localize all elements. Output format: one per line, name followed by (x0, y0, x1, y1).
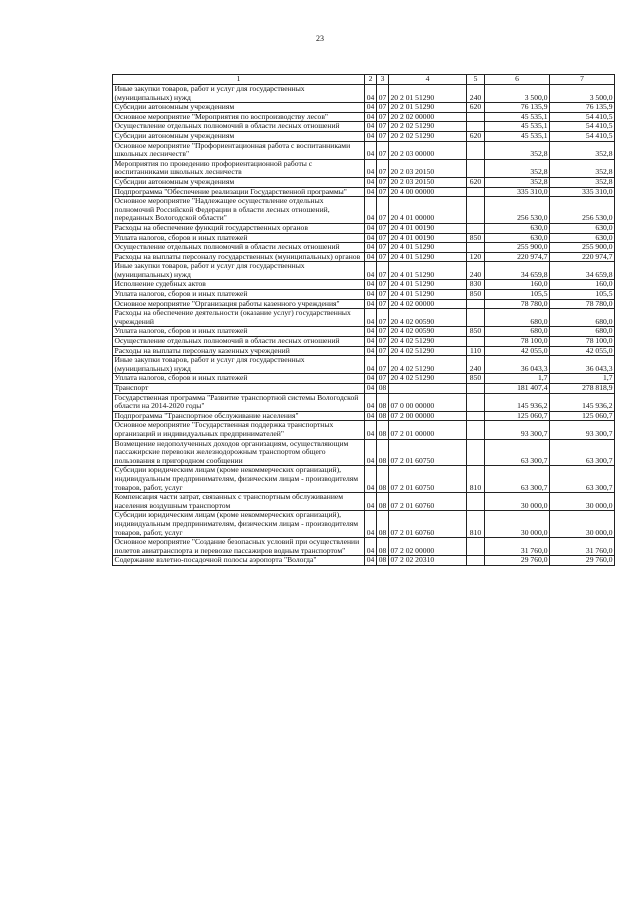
table-row (113, 187, 615, 197)
section-code-cell: 04 (365, 280, 377, 290)
amount-2019-cell: 680,0 (550, 309, 615, 327)
expense-type-cell: 110 (467, 346, 485, 356)
table-row (113, 131, 615, 141)
amount-2019-cell: 54 410,5 (550, 112, 615, 122)
target-article-cell: 07 2 00 00000 (389, 411, 467, 421)
amount-2018-cell: 335 310,0 (485, 187, 550, 197)
amount-2019-cell: 78 780,0 (550, 299, 615, 309)
row-name-cell: Основное мероприятие "Надлежащее осуществление отдельных полномочий Российской Федерации в области лесных отношений, переданных Вологодской области" (113, 197, 365, 224)
expense-type-cell: 240 (467, 356, 485, 374)
table-row (113, 262, 615, 280)
expense-type-cell (467, 223, 485, 233)
expense-type-cell (467, 122, 485, 132)
amount-2019-cell: 63 300,7 (550, 439, 615, 466)
amount-2019-cell: 54 410,5 (550, 131, 615, 141)
amount-2018-cell: 45 535,1 (485, 131, 550, 141)
table-row (113, 290, 615, 300)
table-row (113, 159, 615, 177)
header-cell: 2 (365, 75, 377, 85)
amount-2019-cell: 220 974,7 (550, 252, 615, 262)
table-header-row (113, 75, 615, 85)
header-cell: 1 (113, 75, 365, 85)
row-name-cell: Уплата налогов, сборов и иных платежей (113, 327, 365, 337)
row-name-cell: Мероприятия по проведению профориентационной работы с воспитанниками школьных лесничеств (113, 159, 365, 177)
amount-2018-cell: 31 760,0 (485, 538, 550, 556)
table-row (113, 309, 615, 327)
amount-2019-cell: 34 659,8 (550, 262, 615, 280)
row-name-cell: Основное мероприятие "Организация работы казенного учреждения" (113, 299, 365, 309)
target-article-cell: 07 2 01 60760 (389, 493, 467, 511)
budget-table (112, 74, 615, 566)
expense-type-cell (467, 309, 485, 327)
row-name-cell: Возмещение недополученных доходов организациям, осуществляющим пассажирские перевозки железнодорожным транспортом общего пользования в пригородном сообщении (113, 439, 365, 466)
amount-2018-cell: 352,8 (485, 177, 550, 187)
subsection-code-cell: 08 (377, 466, 389, 493)
subsection-code-cell: 07 (377, 243, 389, 253)
row-name-cell: Осуществление отдельных полномочий в области лесных отношений (113, 243, 365, 253)
table-row (113, 439, 615, 466)
amount-2018-cell: 76 135,9 (485, 103, 550, 113)
subsection-code-cell: 07 (377, 141, 389, 159)
subsection-code-cell: 07 (377, 280, 389, 290)
expense-type-cell (467, 197, 485, 224)
section-code-cell: 04 (365, 223, 377, 233)
subsection-code-cell: 07 (377, 252, 389, 262)
section-code-cell: 04 (365, 122, 377, 132)
section-code-cell: 04 (365, 327, 377, 337)
expense-type-cell (467, 141, 485, 159)
row-name-cell: Субсидии юридическим лицам (кроме некоммерческих организаций), индивидуальным предпринимателям, физическим лицам - производителям товаров, работ, услуг (113, 466, 365, 493)
amount-2018-cell: 93 300,7 (485, 421, 550, 439)
section-code-cell: 04 (365, 112, 377, 122)
row-name-cell: Расходы на обеспечение функций государственных органов (113, 223, 365, 233)
expense-type-cell: 120 (467, 252, 485, 262)
target-article-cell: 20 2 03 00000 (389, 141, 467, 159)
header-cell: 7 (550, 75, 615, 85)
subsection-code-cell: 08 (377, 556, 389, 566)
amount-2018-cell: 256 530,0 (485, 197, 550, 224)
table-row (113, 538, 615, 556)
amount-2019-cell: 36 043,3 (550, 356, 615, 374)
row-name-cell: Основное мероприятие "Создание безопасных условий при осуществлении полетов авиатранспорта и перевозке пассажиров водным транспортом" (113, 538, 365, 556)
section-code-cell: 04 (365, 393, 377, 411)
header-cell: 5 (467, 75, 485, 85)
section-code-cell: 04 (365, 346, 377, 356)
row-name-cell: Уплата налогов, сборов и иных платежей (113, 233, 365, 243)
amount-2018-cell: 45 535,1 (485, 112, 550, 122)
amount-2019-cell: 78 100,0 (550, 337, 615, 347)
amount-2019-cell: 145 936,2 (550, 393, 615, 411)
subsection-code-cell: 07 (377, 122, 389, 132)
target-article-cell: 20 4 02 00590 (389, 309, 467, 327)
section-code-cell: 04 (365, 233, 377, 243)
table-row (113, 141, 615, 159)
section-code-cell: 04 (365, 356, 377, 374)
section-code-cell: 04 (365, 421, 377, 439)
row-name-cell: Расходы на обеспечение деятельности (оказание услуг) государственных учреждений (113, 309, 365, 327)
subsection-code-cell: 08 (377, 538, 389, 556)
amount-2019-cell: 255 900,0 (550, 243, 615, 253)
target-article-cell: 20 2 03 20150 (389, 159, 467, 177)
section-code-cell: 04 (365, 466, 377, 493)
target-article-cell: 07 2 01 60750 (389, 439, 467, 466)
table-row (113, 411, 615, 421)
table-row (113, 85, 615, 103)
amount-2018-cell: 36 043,3 (485, 356, 550, 374)
expense-type-cell: 850 (467, 327, 485, 337)
subsection-code-cell: 08 (377, 511, 389, 538)
table-row (113, 346, 615, 356)
amount-2018-cell: 352,8 (485, 141, 550, 159)
header-cell: 6 (485, 75, 550, 85)
amount-2018-cell: 3 500,0 (485, 85, 550, 103)
amount-2018-cell: 34 659,8 (485, 262, 550, 280)
amount-2019-cell: 105,5 (550, 290, 615, 300)
section-code-cell: 04 (365, 511, 377, 538)
row-name-cell: Уплата налогов, сборов и иных платежей (113, 290, 365, 300)
section-code-cell: 04 (365, 309, 377, 327)
target-article-cell: 07 2 02 20310 (389, 556, 467, 566)
target-article-cell: 20 2 02 00000 (389, 112, 467, 122)
amount-2018-cell: 352,8 (485, 159, 550, 177)
row-name-cell: Осуществление отдельных полномочий в области лесных отношений (113, 337, 365, 347)
target-article-cell: 20 4 01 51290 (389, 262, 467, 280)
target-article-cell: 20 4 01 00190 (389, 233, 467, 243)
amount-2019-cell: 1,7 (550, 374, 615, 384)
subsection-code-cell: 07 (377, 112, 389, 122)
subsection-code-cell: 07 (377, 327, 389, 337)
row-name-cell: Государственная программа "Развитие транспортной системы Вологодской области на 2014-2020 годы" (113, 393, 365, 411)
amount-2019-cell: 256 530,0 (550, 197, 615, 224)
amount-2019-cell: 3 500,0 (550, 85, 615, 103)
subsection-code-cell: 07 (377, 299, 389, 309)
expense-type-cell (467, 556, 485, 566)
table-body (113, 85, 615, 566)
table-row (113, 356, 615, 374)
target-article-cell: 20 2 03 20150 (389, 177, 467, 187)
row-name-cell: Исполнение судебных актов (113, 280, 365, 290)
expense-type-cell: 620 (467, 177, 485, 187)
section-code-cell: 04 (365, 290, 377, 300)
amount-2018-cell: 30 000,0 (485, 493, 550, 511)
section-code-cell: 04 (365, 177, 377, 187)
table-row (113, 223, 615, 233)
target-article-cell: 07 0 00 00000 (389, 393, 467, 411)
row-name-cell: Субсидии автономным учреждениям (113, 103, 365, 113)
table-row (113, 511, 615, 538)
amount-2018-cell: 78 100,0 (485, 337, 550, 347)
section-code-cell: 04 (365, 187, 377, 197)
expense-type-cell: 810 (467, 511, 485, 538)
expense-type-cell (467, 243, 485, 253)
table-row (113, 299, 615, 309)
amount-2018-cell: 1,7 (485, 374, 550, 384)
target-article-cell: 20 4 02 51290 (389, 337, 467, 347)
subsection-code-cell: 08 (377, 384, 389, 394)
row-name-cell: Иные закупки товаров, работ и услуг для государственных (муниципальных) нужд (113, 262, 365, 280)
row-name-cell: Транспорт (113, 384, 365, 394)
table-row (113, 466, 615, 493)
subsection-code-cell: 07 (377, 374, 389, 384)
row-name-cell: Основное мероприятие "Мероприятия по воспроизводству лесов" (113, 112, 365, 122)
section-code-cell: 04 (365, 85, 377, 103)
expense-type-cell (467, 112, 485, 122)
section-code-cell: 04 (365, 159, 377, 177)
amount-2018-cell: 63 300,7 (485, 466, 550, 493)
section-code-cell: 04 (365, 243, 377, 253)
amount-2018-cell: 63 300,7 (485, 439, 550, 466)
subsection-code-cell: 08 (377, 393, 389, 411)
target-article-cell: 20 4 01 51290 (389, 243, 467, 253)
table-row (113, 393, 615, 411)
subsection-code-cell: 08 (377, 493, 389, 511)
subsection-code-cell: 07 (377, 223, 389, 233)
amount-2019-cell: 335 310,0 (550, 187, 615, 197)
row-name-cell: Расходы на выплаты персоналу казенных учреждений (113, 346, 365, 356)
subsection-code-cell: 07 (377, 103, 389, 113)
table-row (113, 252, 615, 262)
target-article-cell: 07 2 01 00000 (389, 421, 467, 439)
amount-2018-cell: 680,0 (485, 309, 550, 327)
section-code-cell: 04 (365, 556, 377, 566)
amount-2019-cell: 680,0 (550, 327, 615, 337)
section-code-cell: 04 (365, 299, 377, 309)
subsection-code-cell: 08 (377, 439, 389, 466)
expense-type-cell (467, 393, 485, 411)
target-article-cell: 07 2 01 60750 (389, 466, 467, 493)
row-name-cell: Подпрограмма "Транспортное обслуживание населения" (113, 411, 365, 421)
row-name-cell: Основное мероприятие "Профориентационная работа с воспитанниками школьных лесничеств" (113, 141, 365, 159)
expense-type-cell: 830 (467, 280, 485, 290)
amount-2018-cell: 630,0 (485, 233, 550, 243)
row-name-cell: Компенсация части затрат, связанных с транспортным обслуживанием населения воздушным транспортом (113, 493, 365, 511)
expense-type-cell (467, 187, 485, 197)
amount-2018-cell: 105,5 (485, 290, 550, 300)
expense-type-cell: 850 (467, 374, 485, 384)
amount-2019-cell: 278 818,9 (550, 384, 615, 394)
subsection-code-cell: 07 (377, 131, 389, 141)
amount-2018-cell: 181 407,4 (485, 384, 550, 394)
section-code-cell: 04 (365, 262, 377, 280)
expense-type-cell (467, 299, 485, 309)
row-name-cell: Осуществление отдельных полномочий в области лесных отношений (113, 122, 365, 132)
subsection-code-cell: 07 (377, 262, 389, 280)
amount-2019-cell: 630,0 (550, 223, 615, 233)
expense-type-cell: 620 (467, 131, 485, 141)
table-row (113, 112, 615, 122)
expense-type-cell (467, 421, 485, 439)
amount-2019-cell: 54 410,5 (550, 122, 615, 132)
table-row (113, 280, 615, 290)
amount-2019-cell: 125 060,7 (550, 411, 615, 421)
expense-type-cell: 850 (467, 233, 485, 243)
row-name-cell: Иные закупки товаров, работ и услуг для государственных (муниципальных) нужд (113, 356, 365, 374)
amount-2019-cell: 30 000,0 (550, 511, 615, 538)
target-article-cell: 20 2 01 51290 (389, 103, 467, 113)
subsection-code-cell: 07 (377, 159, 389, 177)
table-row (113, 374, 615, 384)
subsection-code-cell: 07 (377, 177, 389, 187)
expense-type-cell (467, 439, 485, 466)
row-name-cell: Основное мероприятие "Государственная поддержка транспортных организаций и индивидуальных предпринимателей" (113, 421, 365, 439)
subsection-code-cell: 07 (377, 233, 389, 243)
section-code-cell: 04 (365, 493, 377, 511)
target-article-cell: 20 4 01 51290 (389, 252, 467, 262)
section-code-cell: 04 (365, 103, 377, 113)
amount-2018-cell: 29 760,0 (485, 556, 550, 566)
expense-type-cell (467, 384, 485, 394)
amount-2018-cell: 125 060,7 (485, 411, 550, 421)
target-article-cell: 20 4 02 00000 (389, 299, 467, 309)
subsection-code-cell: 08 (377, 421, 389, 439)
target-article-cell: 20 2 02 51290 (389, 122, 467, 132)
subsection-code-cell: 07 (377, 197, 389, 224)
amount-2018-cell: 30 000,0 (485, 511, 550, 538)
table-row (113, 327, 615, 337)
target-article-cell: 20 4 02 51290 (389, 374, 467, 384)
target-article-cell (389, 384, 467, 394)
row-name-cell: Субсидии автономным учреждениям (113, 177, 365, 187)
expense-type-cell (467, 411, 485, 421)
expense-type-cell (467, 538, 485, 556)
section-code-cell: 04 (365, 197, 377, 224)
target-article-cell: 20 4 02 00590 (389, 327, 467, 337)
subsection-code-cell: 07 (377, 290, 389, 300)
amount-2018-cell: 78 780,0 (485, 299, 550, 309)
expense-type-cell: 240 (467, 85, 485, 103)
amount-2019-cell: 31 760,0 (550, 538, 615, 556)
row-name-cell: Иные закупки товаров, работ и услуг для государственных (муниципальных) нужд (113, 85, 365, 103)
target-article-cell: 07 2 02 00000 (389, 538, 467, 556)
row-name-cell: Подпрограмма "Обеспечение реализации Государственной программы" (113, 187, 365, 197)
amount-2019-cell: 352,8 (550, 177, 615, 187)
section-code-cell: 04 (365, 374, 377, 384)
expense-type-cell: 810 (467, 466, 485, 493)
section-code-cell: 04 (365, 439, 377, 466)
expense-type-cell (467, 159, 485, 177)
target-article-cell: 20 4 01 00000 (389, 197, 467, 224)
amount-2019-cell: 352,8 (550, 141, 615, 159)
table-row (113, 421, 615, 439)
row-name-cell: Содержание взлетно-посадочной полосы аэропорта "Вологда" (113, 556, 365, 566)
amount-2018-cell: 680,0 (485, 327, 550, 337)
amount-2018-cell: 220 974,7 (485, 252, 550, 262)
table-row (113, 243, 615, 253)
table-row (113, 384, 615, 394)
amount-2018-cell: 630,0 (485, 223, 550, 233)
amount-2019-cell: 630,0 (550, 233, 615, 243)
amount-2019-cell: 63 300,7 (550, 466, 615, 493)
subsection-code-cell: 08 (377, 411, 389, 421)
subsection-code-cell: 07 (377, 346, 389, 356)
amount-2018-cell: 42 055,0 (485, 346, 550, 356)
table-row (113, 103, 615, 113)
row-name-cell: Субсидии автономным учреждениям (113, 131, 365, 141)
table-row (113, 177, 615, 187)
table-row (113, 556, 615, 566)
amount-2019-cell: 352,8 (550, 159, 615, 177)
table-row (113, 197, 615, 224)
row-name-cell: Расходы на выплаты персоналу государственных (муниципальных) органов (113, 252, 365, 262)
target-article-cell: 20 2 02 51290 (389, 131, 467, 141)
target-article-cell: 20 4 01 51290 (389, 290, 467, 300)
amount-2019-cell: 29 760,0 (550, 556, 615, 566)
amount-2018-cell: 145 936,2 (485, 393, 550, 411)
target-article-cell: 20 4 02 51290 (389, 356, 467, 374)
subsection-code-cell: 07 (377, 356, 389, 374)
row-name-cell: Уплата налогов, сборов и иных платежей (113, 374, 365, 384)
expense-type-cell (467, 493, 485, 511)
section-code-cell: 04 (365, 538, 377, 556)
expense-type-cell: 620 (467, 103, 485, 113)
amount-2018-cell: 160,0 (485, 280, 550, 290)
target-article-cell: 20 4 00 00000 (389, 187, 467, 197)
amount-2019-cell: 160,0 (550, 280, 615, 290)
amount-2018-cell: 45 535,1 (485, 122, 550, 132)
section-code-cell: 04 (365, 252, 377, 262)
amount-2019-cell: 42 055,0 (550, 346, 615, 356)
target-article-cell: 20 4 02 51290 (389, 346, 467, 356)
target-article-cell: 20 4 01 51290 (389, 280, 467, 290)
amount-2019-cell: 93 300,7 (550, 421, 615, 439)
table-row (113, 493, 615, 511)
section-code-cell: 04 (365, 337, 377, 347)
subsection-code-cell: 07 (377, 337, 389, 347)
section-code-cell: 04 (365, 411, 377, 421)
expense-type-cell: 850 (467, 290, 485, 300)
section-code-cell: 04 (365, 141, 377, 159)
table-row (113, 337, 615, 347)
section-code-cell: 04 (365, 131, 377, 141)
subsection-code-cell: 07 (377, 187, 389, 197)
target-article-cell: 20 2 01 51290 (389, 85, 467, 103)
target-article-cell: 07 2 01 60760 (389, 511, 467, 538)
subsection-code-cell: 07 (377, 85, 389, 103)
expense-type-cell: 240 (467, 262, 485, 280)
table-row (113, 122, 615, 132)
header-cell: 4 (389, 75, 467, 85)
amount-2019-cell: 30 000,0 (550, 493, 615, 511)
subsection-code-cell: 07 (377, 309, 389, 327)
section-code-cell: 04 (365, 384, 377, 394)
amount-2018-cell: 255 900,0 (485, 243, 550, 253)
expense-type-cell (467, 337, 485, 347)
page-number: 23 (316, 34, 324, 43)
target-article-cell: 20 4 01 00190 (389, 223, 467, 233)
table-row (113, 233, 615, 243)
header-cell: 3 (377, 75, 389, 85)
amount-2019-cell: 76 135,9 (550, 103, 615, 113)
row-name-cell: Субсидии юридическим лицам (кроме некоммерческих организаций), индивидуальным предпринимателям, физическим лицам - производителям товаров, работ, услуг (113, 511, 365, 538)
